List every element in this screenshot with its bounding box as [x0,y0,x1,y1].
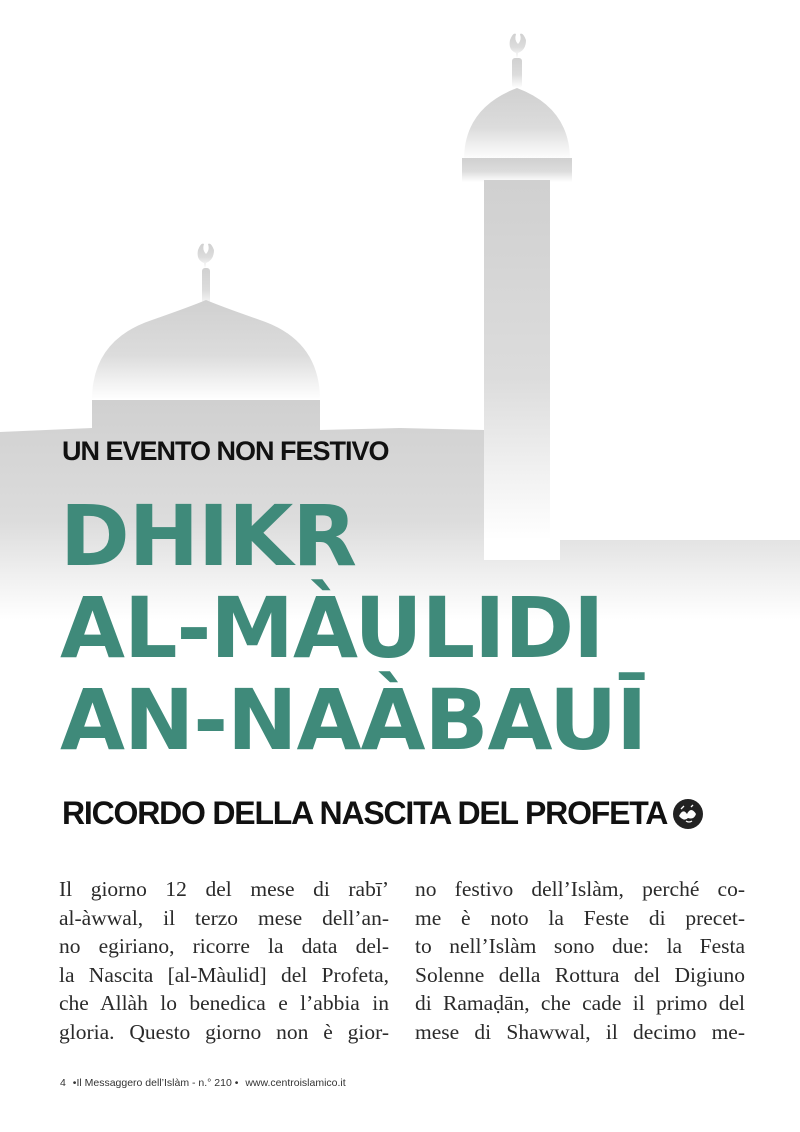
body-line: gloria. Questo giorno non è gior- [59,1019,389,1044]
subtitle-text: RICORDO DELLA NASCITA DEL PROFETA [62,795,668,831]
page-footer [60,1077,350,1089]
title-line-3: AN-NAÀBAUĪ [60,671,647,769]
body-line: la Nascita [al-Màulid] del Profeta, [59,962,389,987]
body-line: me è noto la Feste di precet- [415,905,745,930]
body-line: al-àwwal, il terzo mese dell’an- [59,905,389,930]
body-line: to nell’Islàm sono due: la Festa [415,934,745,959]
body-column-left [59,875,389,1047]
body-line: no egiriano, ricorre la data del- [59,934,389,959]
calligraphy-seal-icon [671,797,705,831]
body-line: Solenne della Rottura del Digiuno [415,962,745,987]
body-line: di Ramaḍān, che cade il primo del [415,991,745,1016]
website-link[interactable]: www.centroislamico.it [245,1077,346,1089]
article-title [60,487,760,769]
title-line-2: AL-MÀULIDI [60,579,604,677]
article-kicker: UN EVENTO NON FESTIVO [62,436,389,466]
body-line: Il giorno 12 del mese di rabī’ [59,877,389,901]
body-line: mese di Shawwal, il decimo me- [415,1019,745,1044]
body-line: no festivo dell’Islàm, perché co- [415,877,745,901]
body-line: che Allàh lo benedica e l’abbia in [59,991,389,1016]
page-number: 4 [60,1077,66,1089]
title-line-1: DHIKR [60,487,357,585]
article-subtitle [62,795,705,832]
body-column-right [415,875,745,1047]
publication-name: •Il Messaggero dell’Islàm - n.° 210 • [72,1077,239,1089]
